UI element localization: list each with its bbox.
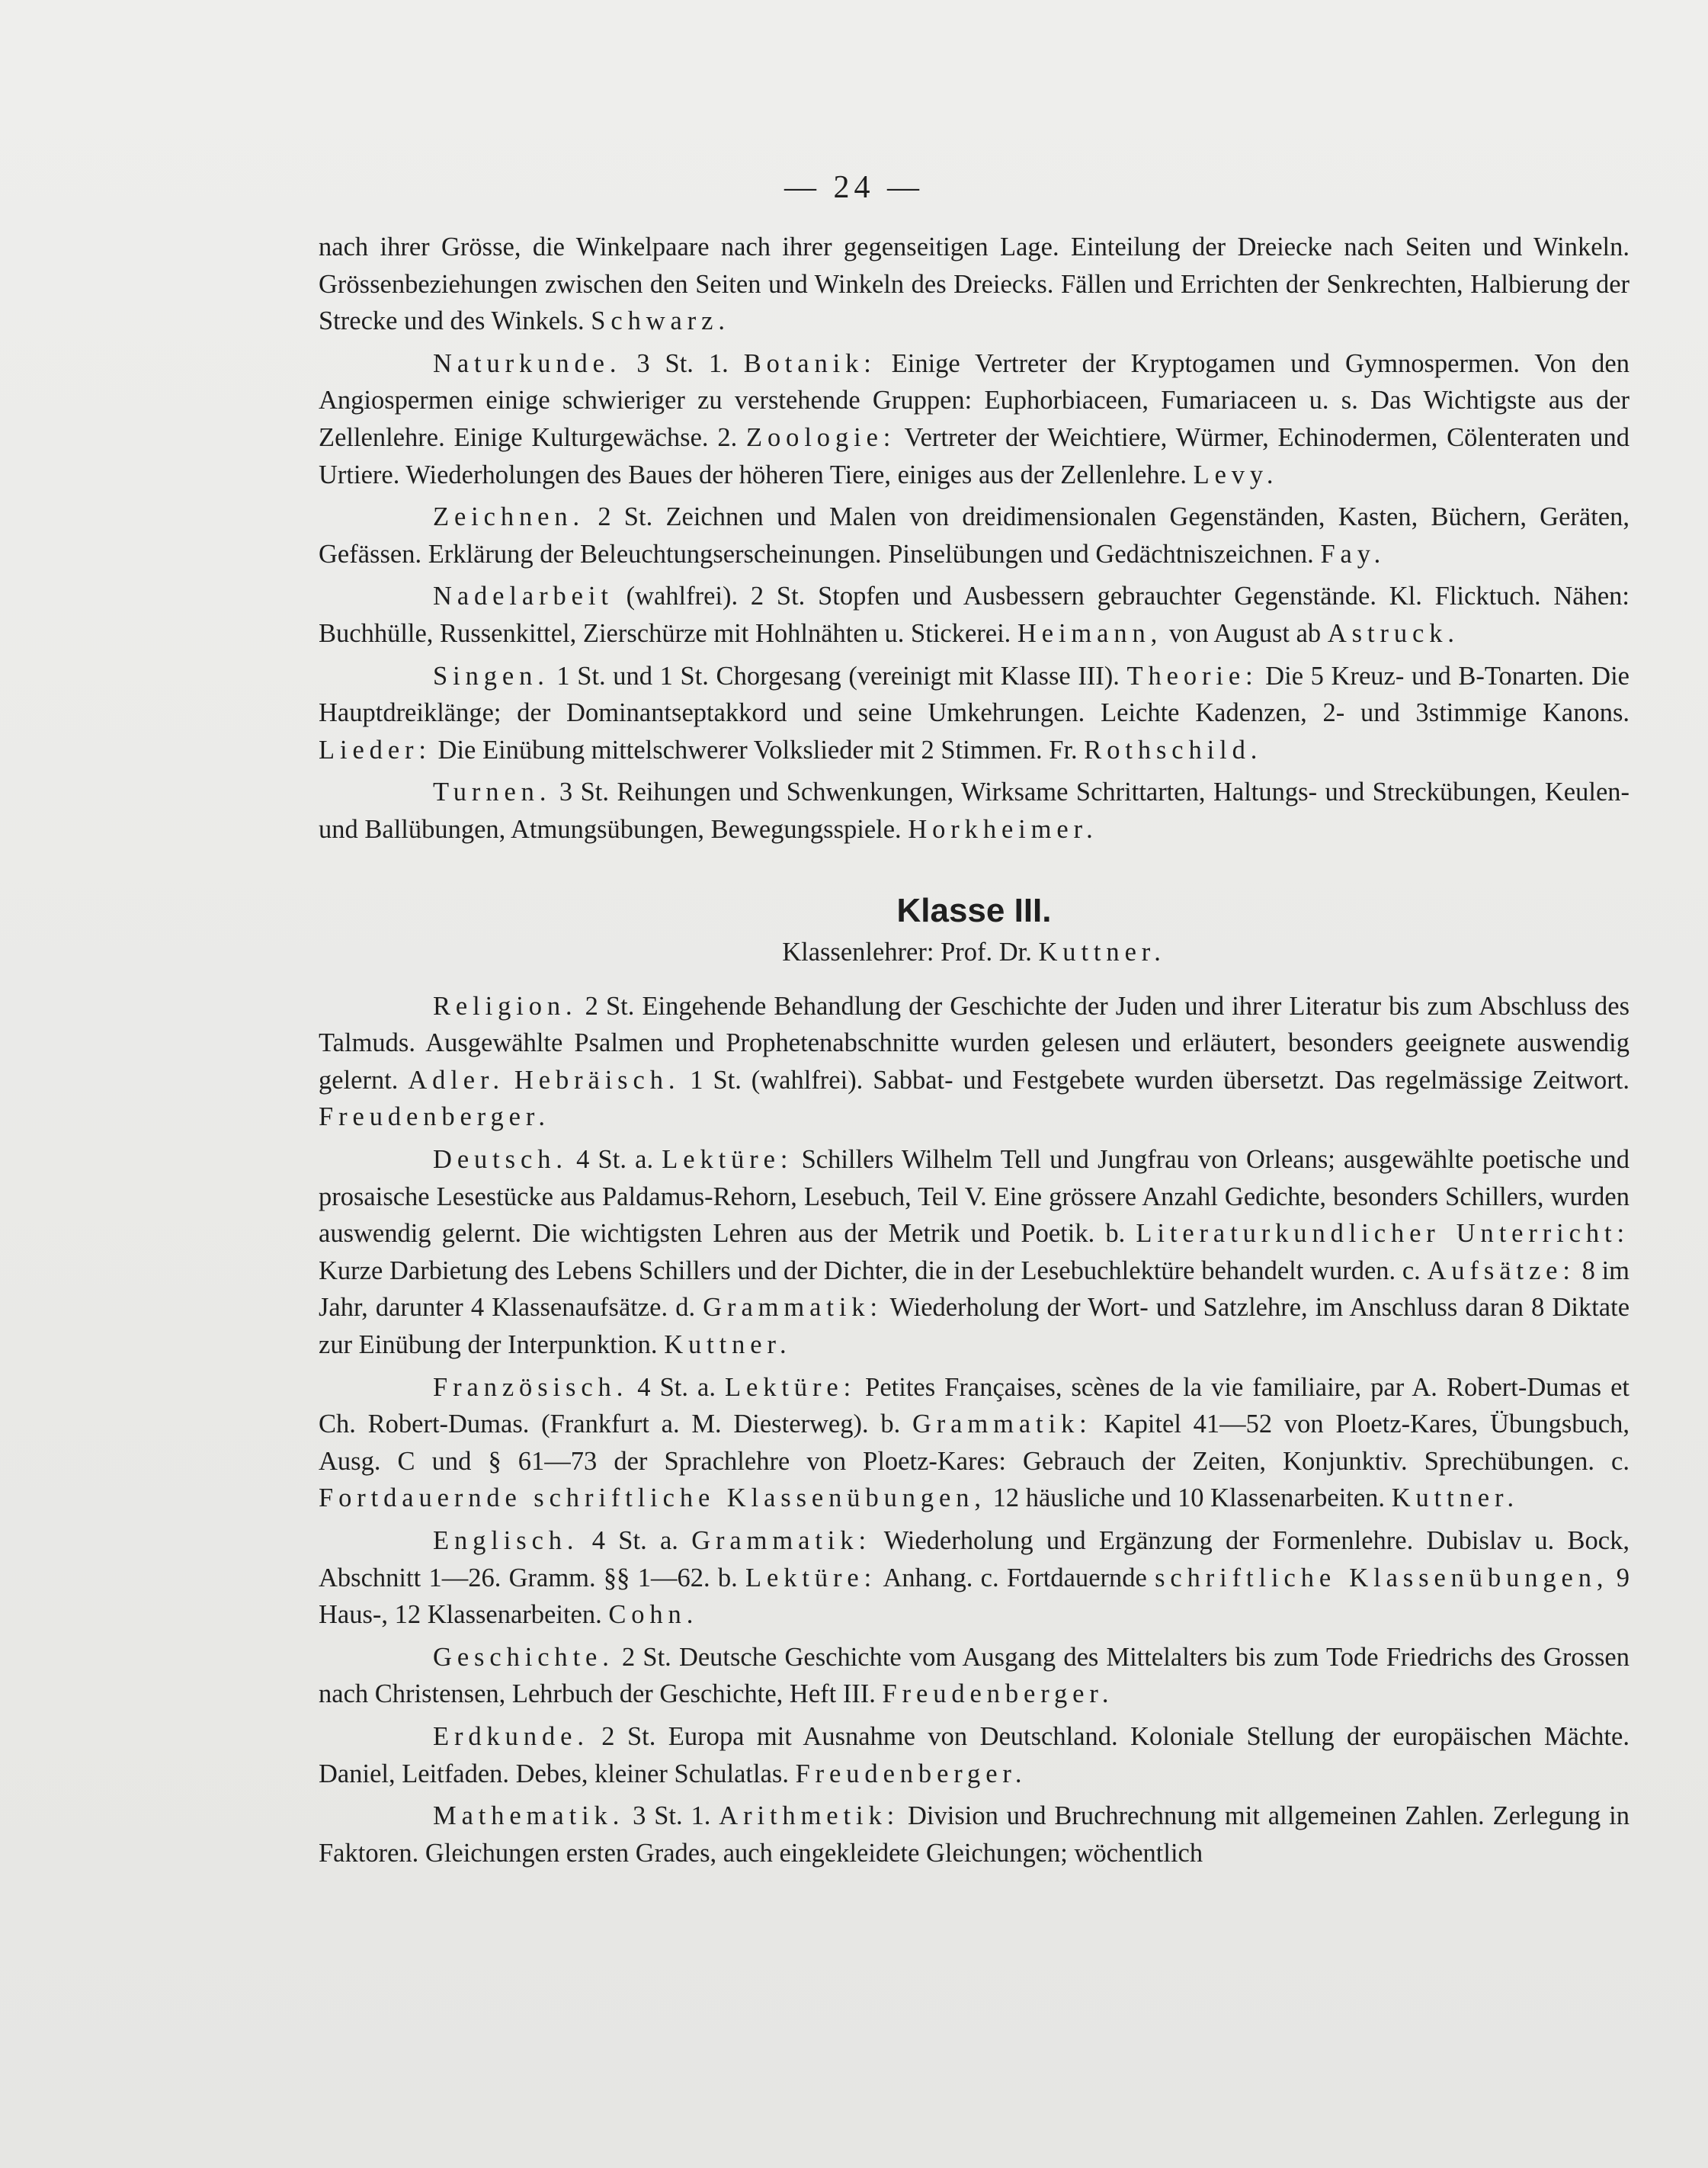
- paragraph-turnen: Turnen. 3 St. Reihungen und Schwenkungen, Wirksame Schrittarten, Haltungs- und Streckübungen, Keulen- und Ballübungen, Atmungsübungen, Bewegungsspiele. Horkheimer.: [319, 778, 1629, 844]
- paragraph-religion: Religion. 2 St. Eingehende Behandlung der Geschichte der Juden und ihrer Literatur bis zum Abschluss des Talmuds. Ausgewählte Psalmen und Prophetenabschnitte wurden gelesen und erläutert, besonders geeignete auswendig gelernt. Adler. Hebräisch. 1 St. (wahlfrei). Sabbat- und Festgebete wurden übersetzt. Das regelmässige Zeitwort. Freudenberger.: [319, 991, 1629, 1132]
- paragraph-erdkunde: Erdkunde. 2 St. Europa mit Ausnahme von Deutschland. Koloniale Stellung der europäischen Mächte. Daniel, Leitfaden. Debes, kleiner Schulatlas. Freudenberger.: [319, 1721, 1629, 1788]
- paragraph-zeichnen: Zeichnen. 2 St. Zeichnen und Malen von dreidimensionalen Gegenständen, Kasten, Büchern, Geräten, Gefässen. Erklärung der Beleuchtungserscheinungen. Pinselübungen und Gedächtniszeichnen. Fay.: [319, 502, 1629, 569]
- paragraph-naturkunde: Naturkunde. 3 St. 1. Botanik: Einige Vertreter der Kryptogamen und Gymnospermen. Von den Angiospermen einige schwieriger zu verstehende Gruppen: Euphorbiaceen, Fumariaceen u. s. Das Wichtigste aus der Zellenlehre. Einige Kulturgewächse. 2. Zoologie: Vertreter der Weichtiere, Würmer, Echinodermen, Cölenteraten und Urtiere. Wiederholungen des Baues der höheren Tiere, einiges aus der Zellenlehre. Levy.: [319, 348, 1629, 489]
- paragraph-franzoesisch: Französisch. 4 St. a. Lektüre: Petites Françaises, scènes de la vie familiaire, par A. Robert-Dumas et Ch. Robert-Dumas. (Frankfurt a. M. Diesterweg). b. Grammatik: Kapitel 41—52 von Ploetz-Kares, Übungsbuch, Ausg. C und § 61—73 der Sprachlehre von Ploetz-Kares: Gebrauch der Zeiten, Konjunktiv. Sprechübungen. c. Fortdauernde schriftliche Klassenübungen, 12 häusliche und 10 Klassenarbeiten. Kuttner.: [319, 1372, 1630, 1513]
- paragraph-geschichte: Geschichte. 2 St. Deutsche Geschichte vom Ausgang des Mittelalters bis zum Tode Friedrichs des Grossen nach Christensen, Lehrbuch der Geschichte, Heft III. Freudenberger.: [319, 1642, 1629, 1709]
- section-subtitle: Klassenlehrer: Prof. Dr. Kuttner.: [782, 938, 1166, 967]
- paragraph-geometry-continuation: nach ihrer Grösse, die Winkelpaare nach ihrer gegenseitigen Lage. Einteilung der Dreiecke nach Seiten und Winkeln. Grössenbeziehungen zwischen den Seiten und Winkeln des Dreiecks. Fällen und Errichten der Senkrechten, Halbierung der Strecke und des Winkels. Schwarz.: [319, 233, 1629, 336]
- paragraph-deutsch: Deutsch. 4 St. a. Lektüre: Schillers Wilhelm Tell und Jungfrau von Orleans; ausgewählte poetische und prosaische Lesestücke aus Paldamus-Rehorn, Lesebuch, Teil V. Eine grössere Anzahl Gedichte, besonders Schillers, wurden auswendig gelernt. Die wichtigsten Lehren aus der Metrik und Poetik. b. Literaturkundlicher Unterricht: Kurze Darbietung des Lebens Schillers und der Dichter, die in der Lesebuchlektüre behandelt wurden. c. Aufsätze: 8 im Jahr, darunter 4 Klassenaufsätze. d. Grammatik: Wiederholung der Wort- und Satzlehre, im Anschluss daran 8 Diktate zur Einübung der Interpunktion. Kuttner.: [319, 1145, 1630, 1360]
- page-body: [319, 229, 1629, 1877]
- paragraph-singen: Singen. 1 St. und 1 St. Chorgesang (vereinigt mit Klasse III). Theorie: Die 5 Kreuz- und B-Tonarten. Die Hauptdreiklänge; der Dominantseptakkord und seine Umkehrungen. Leichte Kadenzen, 2- und 3stimmige Kanons. Lieder: Die Einübung mittelschwerer Volkslieder mit 2 Stimmen. Fr. Rothschild.: [319, 661, 1629, 765]
- paragraph-mathematik: Mathematik. 3 St. 1. Arithmetik: Division und Bruchrechnung mit allgemeinen Zahlen. Zerlegung in Faktoren. Gleichungen ersten Grades, auch eingekleidete Gleichungen; wöchentlich: [319, 1801, 1629, 1868]
- paragraph-englisch: Englisch. 4 St. a. Grammatik: Wiederholung und Ergänzung der Formenlehre. Dubislav u. Bock, Abschnitt 1—26. Gramm. §§ 1—62. b. Lektüre: Anhang. c. Fortdauernde schriftliche Klassenübungen, 9 Haus-, 12 Klassenarbeiten. Cohn.: [319, 1526, 1629, 1630]
- section-title: Klasse III.: [896, 891, 1052, 929]
- paragraph-nadelarbeit: Nadelarbeit (wahlfrei). 2 St. Stopfen und Ausbessern gebrauchter Gegenstände. Kl. Flicktuch. Nähen: Buchhülle, Russenkittel, Zierschürze mit Hohlnähten u. Stickerei. Heimann, von August ab Astruck.: [319, 582, 1629, 648]
- page-number: — 24 —: [784, 170, 924, 205]
